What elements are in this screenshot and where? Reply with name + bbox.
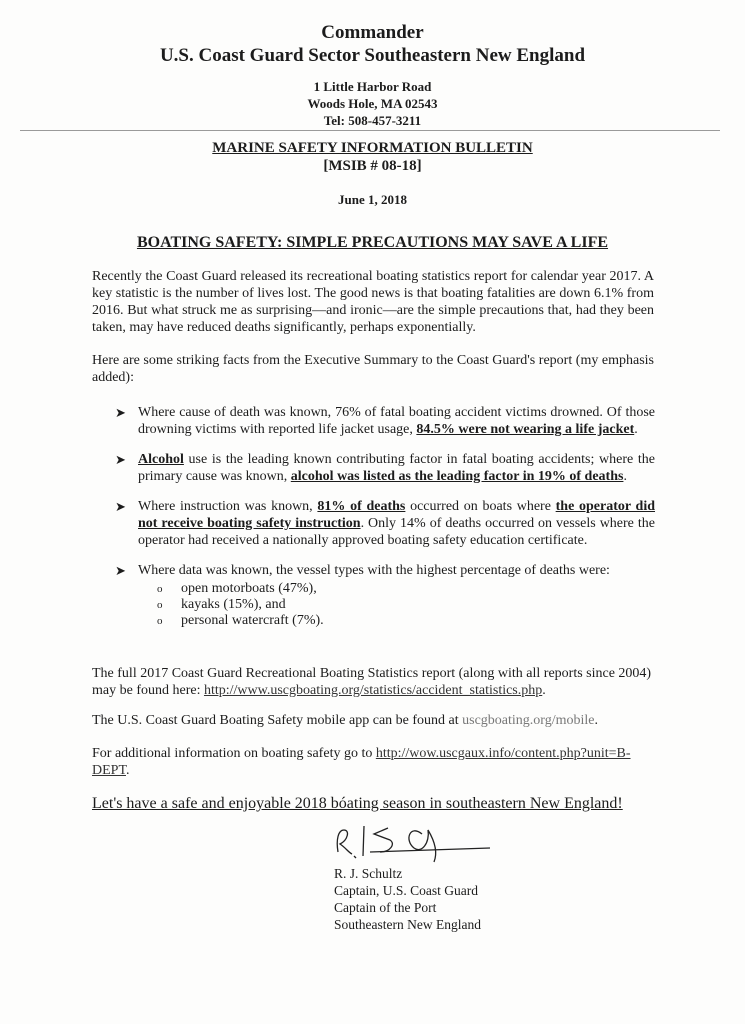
header-divider [20,130,720,131]
bulletin-number: [MSIB # 08-18] [323,158,422,174]
signer-title-3: Southeastern New England [334,917,481,932]
signer-title-2: Captain of the Port [334,900,437,915]
arrow-bullet-icon: ➤ [115,563,126,578]
vessel-item: o personal watercraft (7%). [157,613,324,628]
app-paragraph: The U.S. Coast Guard Boating Safety mobile app can be found at uscgboating.org/mobile. [92,713,598,728]
header-commander: Commander [321,22,424,43]
header-sector: U.S. Coast Guard Sector Southeastern New England [159,45,586,66]
arrow-bullet-icon: ➤ [115,452,126,467]
signer-name: R. J. Schultz [334,866,403,881]
vessel-item: o kayaks (15%), and [157,597,286,612]
fact-bullet-lifejacket: ➤ Where cause of death was known, 76% of fatal boating accident victims drowned. Of those drowning victims with reported life jacket usage, 84.5% were not wearing a life jacket. [115,405,655,437]
report-paragraph: The full 2017 Coast Guard Recreational Boating Statistics report (along with all reports since 2004) may be found here: http://www.uscgboating.org/statistics/accident_statistics.php. [92,666,652,698]
bulletin-title: MARINE SAFETY INFORMATION BULLETIN [212,140,533,156]
intro-paragraph: Recently the Coast Guard released its recreational boating statistics report for calendar year 2017. A key statistic is the number of lives lost. The good news is that boating fatalities are down 6.1% from 2016. But what struck me as surprising—and ironic—are the simple precautions that, had they been taken, may have reduced deaths significantly, perhaps exponentially. [92,269,654,335]
article-title: BOATING SAFETY: SIMPLE PRECAUTIONS MAY SAVE A LIFE [136,234,609,251]
vessel-item: o open motorboats (47%), [157,581,317,596]
address-tel: Tel: 508-457-3211 [323,113,422,128]
closing-line: Let's have a safe and enjoyable 2018 bóating season in southeastern New England! [92,795,623,812]
address-city: Woods Hole, MA 02543 [307,96,438,111]
circle-bullet-icon: o [157,599,163,611]
lead-paragraph: Here are some striking facts from the Executive Summary to the Coast Guard's report (my emphasis added): [92,353,654,385]
arrow-bullet-icon: ➤ [115,499,126,514]
signer-title-1: Captain, U.S. Coast Guard [334,883,478,898]
app-link[interactable]: uscgboating.org/mobile [462,713,595,728]
info-paragraph: For additional information on boating safety go to http://wow.uscgaux.info/content.php?unit=B-DEPT. [92,746,631,778]
fact-bullet-alcohol: ➤ Alcohol use is the leading known contributing factor in fatal boating accidents; where the primary cause was known, alcohol was listed as the leading factor in 19% of deaths. [115,452,655,484]
circle-bullet-icon: o [157,615,163,627]
bulletin-date: June 1, 2018 [338,192,407,207]
info-link[interactable]: http://wow.uscgaux.info/content.php?unit=B-DEPT [92,746,631,778]
address-street: 1 Little Harbor Road [313,79,432,94]
fact-bullet-instruction: ➤ Where instruction was known, 81% of deaths occurred on boats where the operator did not receive boating safety instruction. Only 14% of deaths occurred on vessels where the operator had received a nationally approved boating safety education certificate. [115,499,656,548]
report-link[interactable]: http://www.uscgboating.org/statistics/accident_statistics.php [203,683,543,698]
fact-bullet-vessels: ➤ Where data was known, the vessel types with the highest percentage of deaths were: [115,563,610,578]
circle-bullet-icon: o [157,583,163,595]
arrow-bullet-icon: ➤ [115,405,126,420]
